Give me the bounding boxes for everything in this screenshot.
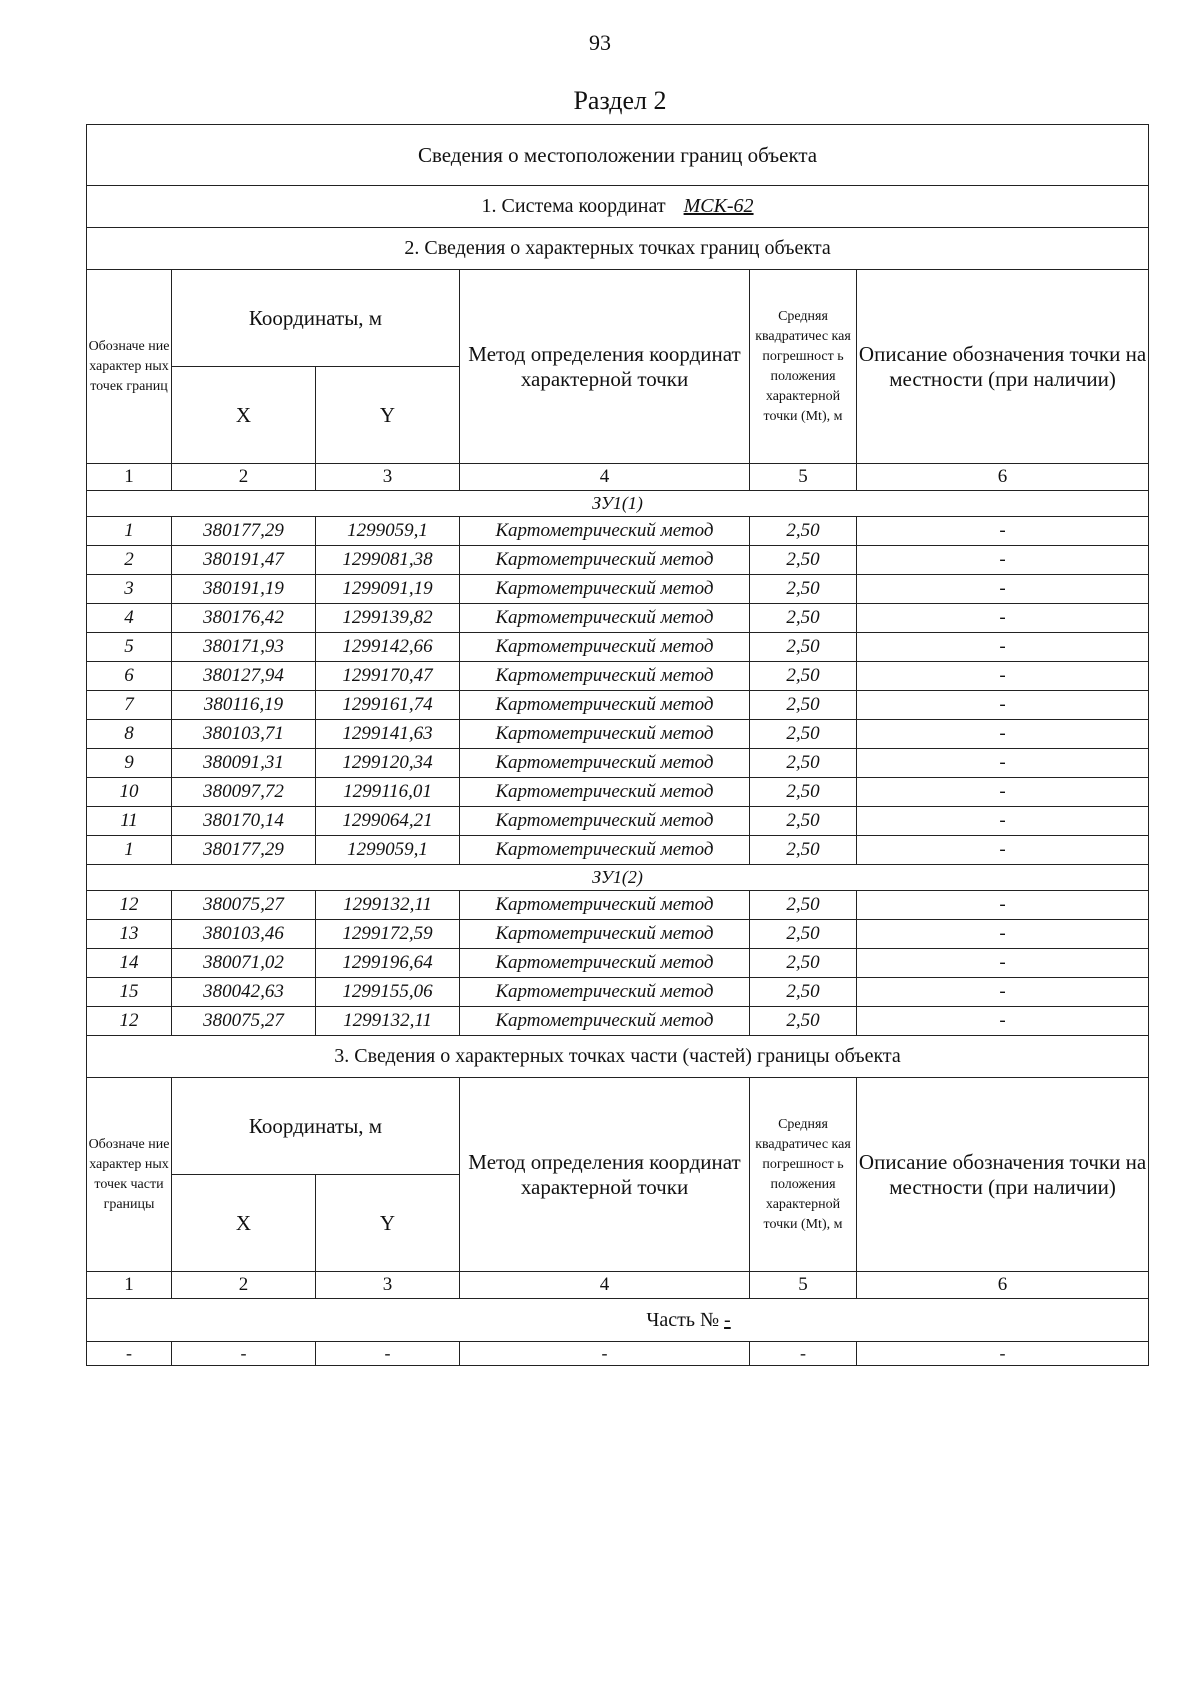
coord-x: 380075,27: [172, 891, 316, 920]
method: Картометрический метод: [460, 778, 750, 807]
section3-title: 3. Сведения о характерных точках части (частей) границы объекта: [87, 1036, 1149, 1078]
method: Картометрический метод: [460, 517, 750, 546]
point-number: 14: [87, 949, 172, 978]
point-number: 7: [87, 691, 172, 720]
table-row: [87, 807, 1149, 836]
description: -: [857, 575, 1149, 604]
coord-x: 380097,72: [172, 778, 316, 807]
column-number: 1: [87, 1272, 172, 1299]
description: -: [857, 1007, 1149, 1036]
section2-title: 2. Сведения о характерных точках границ объекта: [87, 228, 1149, 270]
method: Картометрический метод: [460, 949, 750, 978]
coord-y: 1299081,38: [316, 546, 460, 575]
coord-x: 380127,94: [172, 662, 316, 691]
header-point-designation: Обозначе ние характер ных точек границ: [87, 270, 172, 464]
coord-y: 1299170,47: [316, 662, 460, 691]
method: Картометрический метод: [460, 920, 750, 949]
description: -: [857, 891, 1149, 920]
point-number: 9: [87, 749, 172, 778]
coord-x: 380091,31: [172, 749, 316, 778]
point-number: 5: [87, 633, 172, 662]
point-number: 4: [87, 604, 172, 633]
column-number: 4: [460, 1272, 750, 1299]
mt-value: 2,50: [750, 836, 857, 865]
point-number: 8: [87, 720, 172, 749]
page-number: 93: [589, 30, 611, 55]
coord-y: 1299161,74: [316, 691, 460, 720]
coord-x: 380177,29: [172, 836, 316, 865]
header-method: Метод определения координат характерной точки: [460, 270, 750, 464]
boundary-table: [86, 124, 1149, 1366]
table-row: [87, 749, 1149, 778]
method: Картометрический метод: [460, 836, 750, 865]
mt-value: 2,50: [750, 546, 857, 575]
coord-y: 1299091,19: [316, 575, 460, 604]
description: -: [857, 691, 1149, 720]
method: Картометрический метод: [460, 546, 750, 575]
coord-x: 380116,19: [172, 691, 316, 720]
method: Картометрический метод: [460, 891, 750, 920]
coord-y: 1299196,64: [316, 949, 460, 978]
point-number: 2: [87, 546, 172, 575]
zone-header-row: [87, 491, 1149, 517]
table-row: [87, 891, 1149, 920]
description: -: [857, 749, 1149, 778]
description: -: [857, 633, 1149, 662]
description: -: [857, 517, 1149, 546]
point-number: 1: [87, 517, 172, 546]
empty-cell: -: [857, 1342, 1149, 1366]
mt-value: 2,50: [750, 604, 857, 633]
description: -: [857, 720, 1149, 749]
empty-cell: -: [172, 1342, 316, 1366]
header-description: Описание обозначения точки на местности (при наличии): [857, 270, 1149, 464]
empty-cell: -: [750, 1342, 857, 1366]
header-part-point-designation: Обозначе ние характер ных точек части границы: [87, 1078, 172, 1272]
table-row: [87, 517, 1149, 546]
method: Картометрический метод: [460, 978, 750, 1007]
table-row: [87, 949, 1149, 978]
point-number: 3: [87, 575, 172, 604]
coord-x: 380171,93: [172, 633, 316, 662]
coord-y: 1299155,06: [316, 978, 460, 1007]
method: Картометрический метод: [460, 807, 750, 836]
coord-x: 380071,02: [172, 949, 316, 978]
method: Картометрический метод: [460, 604, 750, 633]
table-row: [87, 633, 1149, 662]
zone-name: ЗУ1(2): [87, 865, 1149, 891]
table-row: [87, 604, 1149, 633]
section-title: Раздел 2: [573, 86, 667, 115]
coord-y: 1299172,59: [316, 920, 460, 949]
coord-x: 380191,47: [172, 546, 316, 575]
coord-y: 1299139,82: [316, 604, 460, 633]
method: Картометрический метод: [460, 749, 750, 778]
column-number: 2: [172, 464, 316, 491]
point-number: 10: [87, 778, 172, 807]
coord-y: 1299141,63: [316, 720, 460, 749]
column-number: 3: [316, 464, 460, 491]
zone-name: ЗУ1(1): [87, 491, 1149, 517]
mt-value: 2,50: [750, 778, 857, 807]
header-error: Средняя квадратичес кая погрешност ь положения характерной точки (Mt), м: [750, 1078, 857, 1272]
coord-x: 380075,27: [172, 1007, 316, 1036]
mt-value: 2,50: [750, 949, 857, 978]
coord-system-label: 1. Система координат: [481, 195, 666, 217]
description: -: [857, 546, 1149, 575]
coord-x: 380191,19: [172, 575, 316, 604]
header-x: X: [172, 367, 316, 464]
column-number: 5: [750, 464, 857, 491]
point-number: 15: [87, 978, 172, 1007]
header-y: Y: [316, 367, 460, 464]
coord-x: 380103,46: [172, 920, 316, 949]
description: -: [857, 836, 1149, 865]
coord-x: 380103,71: [172, 720, 316, 749]
method: Картометрический метод: [460, 633, 750, 662]
part-label: Часть №: [646, 1308, 720, 1331]
table-row: [87, 575, 1149, 604]
coord-y: 1299116,01: [316, 778, 460, 807]
table-row: [87, 546, 1149, 575]
method: Картометрический метод: [460, 720, 750, 749]
header-error: Средняя квадратичес кая погрешност ь положения характерной точки (Mt), м: [750, 270, 857, 464]
table-row: [87, 720, 1149, 749]
mt-value: 2,50: [750, 662, 857, 691]
column-numbers-row: [87, 1272, 1149, 1299]
header-coordinates: Координаты, м: [172, 1078, 460, 1175]
header-method: Метод определения координат характерной точки: [460, 1078, 750, 1272]
mt-value: 2,50: [750, 749, 857, 778]
mt-value: 2,50: [750, 807, 857, 836]
mt-value: 2,50: [750, 691, 857, 720]
empty-cell: -: [316, 1342, 460, 1366]
coord-x: 380177,29: [172, 517, 316, 546]
header-y: Y: [316, 1175, 460, 1272]
coord-x: 380042,63: [172, 978, 316, 1007]
coord-y: 1299064,21: [316, 807, 460, 836]
column-number: 6: [857, 464, 1149, 491]
point-number: 12: [87, 1007, 172, 1036]
mt-value: 2,50: [750, 633, 857, 662]
mt-value: 2,50: [750, 978, 857, 1007]
table-row: [87, 978, 1149, 1007]
column-number: 6: [857, 1272, 1149, 1299]
table-row: [87, 920, 1149, 949]
table-title: Сведения о местоположении границ объекта: [87, 125, 1149, 186]
empty-row: [87, 1342, 1149, 1366]
coord-y: 1299132,11: [316, 891, 460, 920]
column-number: 2: [172, 1272, 316, 1299]
mt-value: 2,50: [750, 575, 857, 604]
column-number: 4: [460, 464, 750, 491]
point-number: 12: [87, 891, 172, 920]
column-numbers-row: [87, 464, 1149, 491]
table-row: [87, 1007, 1149, 1036]
mt-value: 2,50: [750, 1007, 857, 1036]
point-number: 13: [87, 920, 172, 949]
point-number: 1: [87, 836, 172, 865]
coord-x: 380170,14: [172, 807, 316, 836]
coord-y: 1299059,1: [316, 836, 460, 865]
table-row: [87, 662, 1149, 691]
description: -: [857, 662, 1149, 691]
header-x: X: [172, 1175, 316, 1272]
part-row: [87, 1299, 1149, 1342]
empty-cell: -: [87, 1342, 172, 1366]
point-number: 11: [87, 807, 172, 836]
description: -: [857, 778, 1149, 807]
coord-y: 1299132,11: [316, 1007, 460, 1036]
column-number: 5: [750, 1272, 857, 1299]
part-number: -: [724, 1308, 731, 1331]
empty-cell: -: [460, 1342, 750, 1366]
zone-header-row: [87, 865, 1149, 891]
coord-system-value: МСК-62: [683, 195, 754, 217]
mt-value: 2,50: [750, 920, 857, 949]
mt-value: 2,50: [750, 720, 857, 749]
coord-x: 380176,42: [172, 604, 316, 633]
coord-system-row: [87, 186, 1149, 228]
method: Картометрический метод: [460, 662, 750, 691]
point-number: 6: [87, 662, 172, 691]
description: -: [857, 807, 1149, 836]
description: -: [857, 920, 1149, 949]
mt-value: 2,50: [750, 891, 857, 920]
coord-y: 1299059,1: [316, 517, 460, 546]
table-row: [87, 836, 1149, 865]
description: -: [857, 604, 1149, 633]
description: -: [857, 949, 1149, 978]
description: -: [857, 978, 1149, 1007]
method: Картометрический метод: [460, 691, 750, 720]
method: Картометрический метод: [460, 575, 750, 604]
column-number: 1: [87, 464, 172, 491]
header-coordinates: Координаты, м: [172, 270, 460, 367]
method: Картометрический метод: [460, 1007, 750, 1036]
coord-y: 1299142,66: [316, 633, 460, 662]
table-row: [87, 691, 1149, 720]
coord-y: 1299120,34: [316, 749, 460, 778]
table-row: [87, 778, 1149, 807]
column-number: 3: [316, 1272, 460, 1299]
mt-value: 2,50: [750, 517, 857, 546]
header-description: Описание обозначения точки на местности (при наличии): [857, 1078, 1149, 1272]
